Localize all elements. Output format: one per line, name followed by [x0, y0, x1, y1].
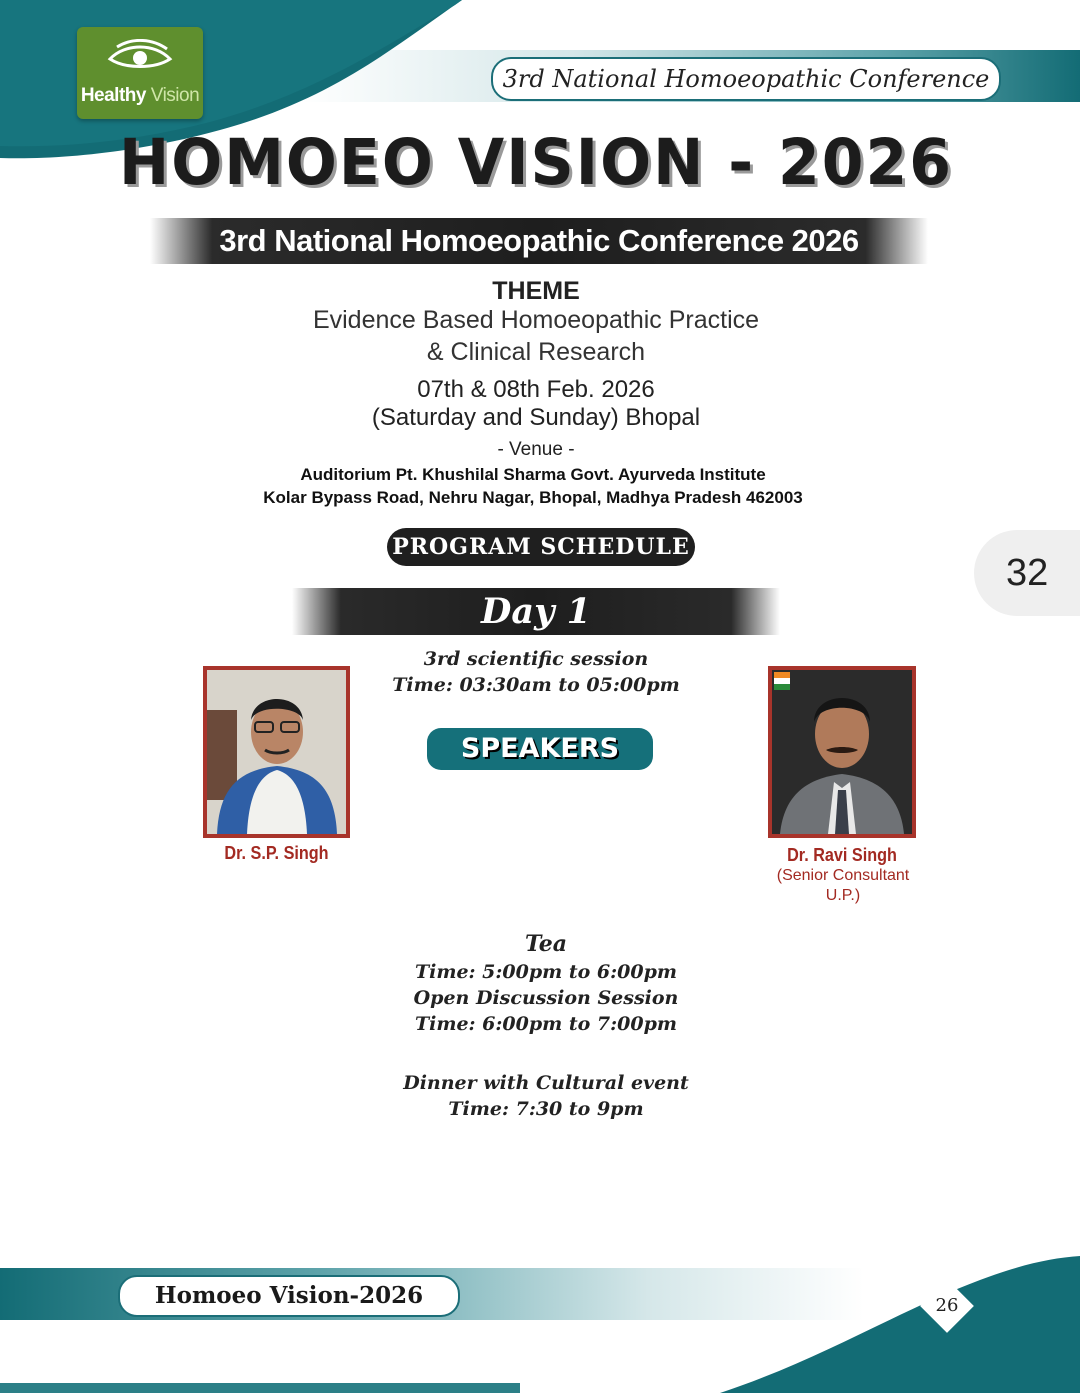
dinner-title: Dinner with Cultural event — [403, 1072, 689, 1094]
tea-time: Time: 5:00pm to 6:00pm — [415, 961, 677, 983]
tea-title: Tea — [524, 931, 568, 957]
speaker-photo-ravi-singh — [768, 666, 916, 838]
healthy-vision-logo — [77, 27, 203, 119]
side-page-number: 32 — [974, 530, 1080, 616]
conference-banner: 3rd National Homoeopathic Conference 2026 — [150, 218, 928, 264]
footer-decoration — [0, 1250, 1080, 1393]
speaker-photo-sp-singh — [203, 666, 350, 838]
theme-heading: THEME — [492, 277, 580, 305]
footer-title-pill: Homoeo Vision-2026 — [118, 1275, 460, 1317]
dinner-time: Time: 7:30 to 9pm — [448, 1098, 644, 1120]
session-name: 3rd scientific session — [423, 648, 649, 670]
logo-text: Healthy Vision — [80, 85, 200, 106]
venue-address-1: Auditorium Pt. Khushilal Sharma Govt. Ayurveda Institute — [300, 465, 766, 484]
eye-icon — [105, 39, 175, 75]
program-schedule-badge: PROGRAM SCHEDULE — [387, 528, 695, 566]
person-portrait-icon — [772, 670, 912, 834]
venue-heading: - Venue - — [497, 439, 575, 460]
discussion-time: Time: 6:00pm to 7:00pm — [415, 1013, 677, 1035]
page-title: HOMOEO VISION - 2026 — [118, 126, 953, 200]
theme-line-2: & Clinical Research — [426, 338, 646, 366]
person-portrait-icon — [207, 670, 346, 834]
session-time: Time: 03:30am to 05:00pm — [392, 674, 680, 696]
header-conference-pill: 3rd National Homoeopathic Conference — [491, 57, 1001, 101]
speaker-name-sp-singh: Dr. S.P. Singh — [224, 843, 329, 863]
speaker-name-ravi-singh: Dr. Ravi Singh — [787, 845, 897, 865]
venue-address-2: Kolar Bypass Road, Nehru Nagar, Bhopal, Madhya Pradesh 462003 — [263, 488, 803, 507]
event-dates: 07th & 08th Feb. 2026 — [417, 376, 655, 403]
discussion-title: Open Discussion Session — [413, 987, 679, 1009]
day-banner: Day 1 — [292, 588, 780, 635]
speakers-badge: SPEAKERS — [427, 728, 653, 770]
speaker-role-ravi-singh-line2: U.P.) — [825, 887, 861, 904]
theme-line-1: Evidence Based Homoeopathic Practice — [312, 306, 760, 334]
page-number: 26 — [935, 1295, 959, 1316]
speaker-role-ravi-singh-line1: (Senior Consultant — [776, 867, 910, 884]
event-days-location: (Saturday and Sunday) Bhopal — [371, 404, 701, 431]
